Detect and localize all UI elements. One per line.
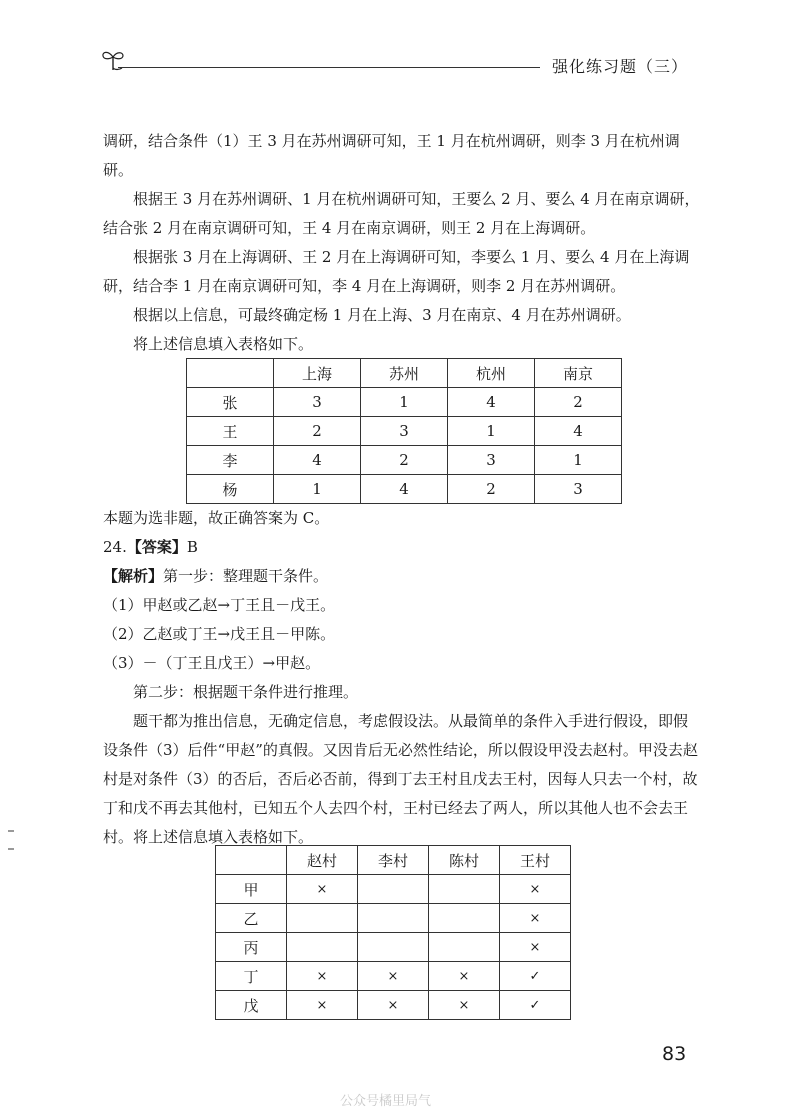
table-cell: 4: [535, 417, 622, 446]
table-cell: 乙: [216, 904, 287, 933]
analysis-label: 【解析】: [103, 567, 164, 585]
table-header-cell: [216, 846, 287, 875]
sprout-icon: [100, 48, 126, 72]
condition-item: （3）－（丁王且戊王）→甲赵。: [103, 654, 321, 672]
paragraph: 根据张 3 月在上海调研、王 2 月在上海调研可知，李要么 1 月、要么 4 月在上海调研，结合李 1 月在南京调研可知，李 4 月在上海调研，则李 2 月在苏州调研。: [103, 248, 690, 295]
step-two-text: 第二步：根据题干条件进行推理。: [133, 683, 359, 701]
table-header-cell: 上海: [274, 359, 361, 388]
table-cell: ×: [287, 991, 358, 1020]
table-cell: ✓: [500, 962, 571, 991]
table-header-cell: 王村: [500, 846, 571, 875]
table-cell: 3: [448, 446, 535, 475]
table-cell: ×: [429, 962, 500, 991]
answer-value: B: [186, 538, 198, 556]
table-header-cell: 李村: [358, 846, 429, 875]
table-cell: 1: [274, 475, 361, 504]
table-cell: 1: [448, 417, 535, 446]
reasoning-paragraph: 题干都为推出信息，无确定信息，考虑假设法。从最简单的条件入手进行假设，即假设条件（3）后件“甲赵”的真假。又因肯后无必然性结论，所以假设甲没去赵村。甲没去赵村是对条件（3）的否后，否后必否前，得到丁去王村且戊去王村，因每人只去一个村，故丁和戊不再去其他村，已知五个人去四个村，王村已经去了两人，所以其他人也不会去王村。将上述信息填入表格如下。: [103, 712, 698, 846]
table-cell: [358, 933, 429, 962]
question-answer-line: [103, 533, 701, 562]
table-cell: 2: [274, 417, 361, 446]
paragraph: 将上述信息填入表格如下。: [133, 335, 314, 353]
watermark: 公众号橘里局气: [340, 1094, 432, 1109]
table-cell: 杨: [187, 475, 274, 504]
table-row: [216, 991, 571, 1020]
table-cell: ×: [358, 962, 429, 991]
header-rule: [118, 67, 540, 68]
table-row: [187, 417, 622, 446]
table-cell: 2: [448, 475, 535, 504]
table-cell: ×: [500, 904, 571, 933]
table-cell: 张: [187, 388, 274, 417]
analysis-line: [103, 562, 701, 591]
table-cell: [429, 875, 500, 904]
answer-section: [103, 504, 701, 852]
step-one-text: 第一步：整理题干条件。: [163, 567, 329, 585]
table-cell: [429, 933, 500, 962]
table-cell: 2: [535, 388, 622, 417]
table-row: [216, 962, 571, 991]
paragraph: 根据以上信息，可最终确定杨 1 月在上海、3 月在南京、4 月在苏州调研。: [133, 306, 631, 324]
table-cell: ×: [500, 875, 571, 904]
table-header-row: [216, 846, 571, 875]
condition-item: （2）乙赵或丁王→戊王且－甲陈。: [103, 625, 336, 643]
table-cell: ✓: [500, 991, 571, 1020]
table-cell: 4: [448, 388, 535, 417]
table-cell: 3: [361, 417, 448, 446]
condition-item: （1）甲赵或乙赵→丁王且－戊王。: [103, 596, 336, 614]
conclusion-text: 本题为选非题，故正确答案为 C。: [103, 509, 330, 527]
table-cell: 1: [535, 446, 622, 475]
table-cell: 3: [535, 475, 622, 504]
table-header-cell: 赵村: [287, 846, 358, 875]
paragraph: 根据王 3 月在苏州调研、1 月在杭州调研可知，王要么 2 月、要么 4 月在南京调研，结合张 2 月在南京调研可知，王 4 月在南京调研，则王 2 月在上海调研。: [103, 190, 700, 237]
table-header-cell: 陈村: [429, 846, 500, 875]
table-cell: ×: [287, 962, 358, 991]
page-number: 83: [662, 1043, 687, 1065]
table-cell: ×: [500, 933, 571, 962]
table-cell: ×: [358, 991, 429, 1020]
table-cell: [429, 904, 500, 933]
table-row: [216, 875, 571, 904]
table-header-cell: [187, 359, 274, 388]
table-header-row: [187, 359, 622, 388]
schedule-table: [186, 358, 622, 504]
table-cell: 丁: [216, 962, 287, 991]
margin-mark: [8, 830, 14, 832]
village-table: [215, 845, 571, 1020]
table-row: [187, 388, 622, 417]
table-cell: [287, 904, 358, 933]
table-cell: ×: [429, 991, 500, 1020]
answer-label: 【答案】: [126, 538, 187, 556]
page-body: [103, 127, 701, 359]
table-cell: 3: [274, 388, 361, 417]
question-number: 24.: [103, 538, 127, 556]
table-cell: 王: [187, 417, 274, 446]
table-cell: 甲: [216, 875, 287, 904]
paragraph: 调研，结合条件（1）王 3 月在苏州调研可知，王 1 月在杭州调研，则李 3 月在杭州调研。: [103, 132, 680, 179]
table-cell: [287, 933, 358, 962]
table-cell: 丙: [216, 933, 287, 962]
table-cell: 2: [361, 446, 448, 475]
margin-mark: [8, 848, 14, 850]
table-cell: [358, 875, 429, 904]
table-cell: 4: [361, 475, 448, 504]
table-cell: 1: [361, 388, 448, 417]
table-header-cell: 杭州: [448, 359, 535, 388]
table-row: [187, 475, 622, 504]
page-header-title: 强化练习题（三）: [552, 57, 689, 76]
table-header-cell: 苏州: [361, 359, 448, 388]
table-cell: 4: [274, 446, 361, 475]
table-cell: 李: [187, 446, 274, 475]
table-row: [187, 446, 622, 475]
table-cell: [358, 904, 429, 933]
table-header-cell: 南京: [535, 359, 622, 388]
table-row: [216, 933, 571, 962]
table-row: [216, 904, 571, 933]
table-cell: 戊: [216, 991, 287, 1020]
table-cell: ×: [287, 875, 358, 904]
